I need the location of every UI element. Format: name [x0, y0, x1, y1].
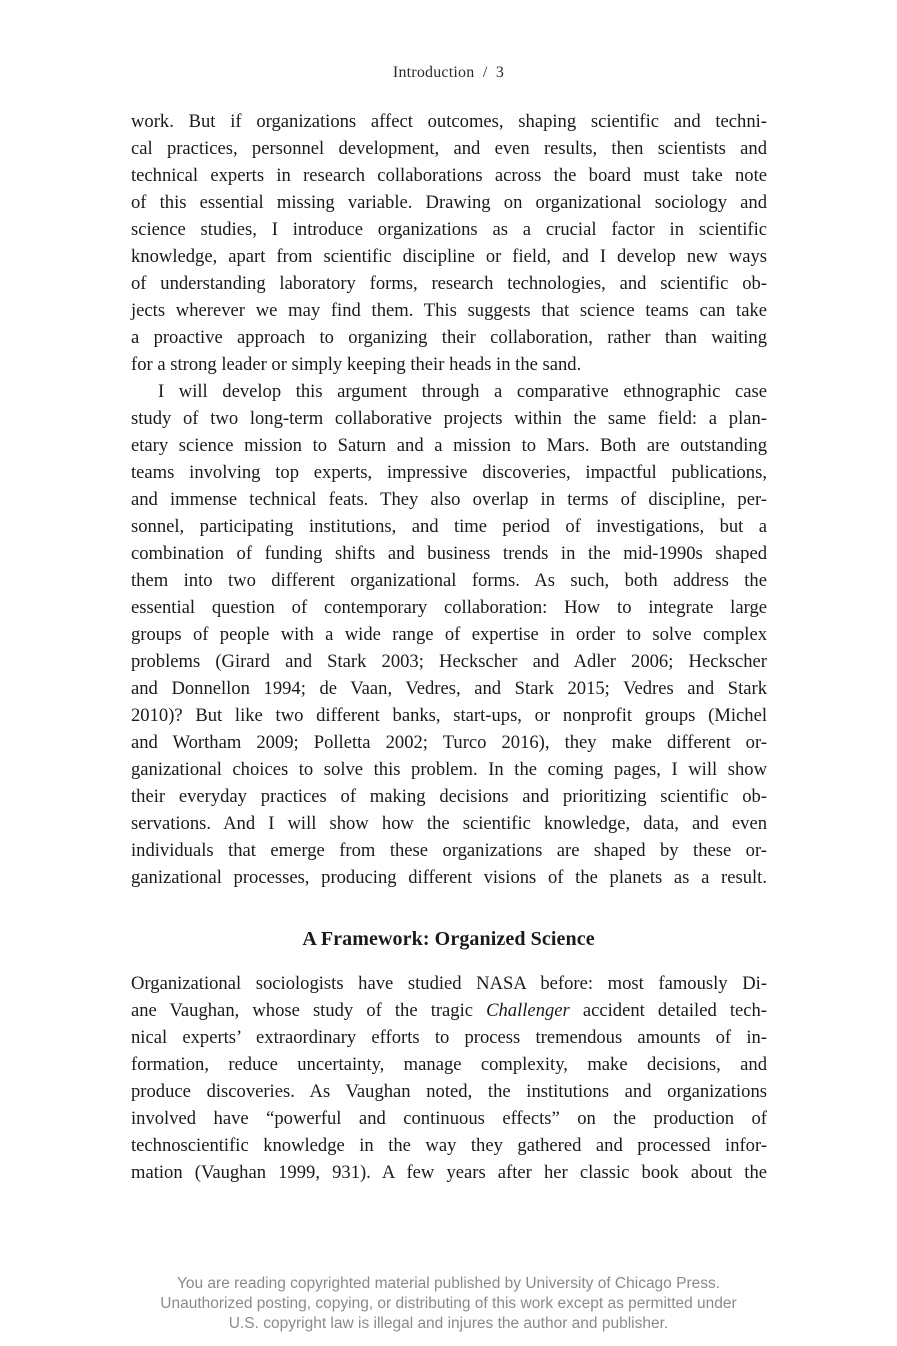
text-line: ganizational choices to solve this problem. In the coming pages, I will show [131, 759, 767, 780]
text-segment: accident detailed tech- [582, 1000, 767, 1021]
text-line: of understanding laboratory forms, research technologies, and scientific ob- [131, 273, 767, 294]
text-line: nical experts’ extraordinary efforts to process tremendous amounts of in- [131, 1027, 767, 1048]
paragraph-1 [131, 108, 767, 378]
text-line: Organizational sociologists have studied NASA before: most famously Di- [131, 973, 767, 994]
copyright-notice [0, 1274, 897, 1334]
text-line: servations. And I will show how the scientific knowledge, data, and even [131, 813, 767, 834]
text-line: cal practices, personnel development, and even results, then scientists and [131, 138, 767, 159]
text-line: essential question of contemporary collaboration: How to integrate large [131, 597, 767, 618]
text-line: individuals that emerge from these organizations are shaped by these or- [131, 840, 767, 861]
text-line: sonnel, participating institutions, and time period of investigations, but a [131, 516, 767, 537]
text-line: a proactive approach to organizing their collaboration, rather than waiting [131, 327, 767, 348]
section-heading: A Framework: Organized Science [302, 928, 595, 950]
text-line: ganizational processes, producing different visions of the planets as a result. [131, 867, 767, 888]
copyright-line: Unauthorized posting, copying, or distributing of this work except as permitted under [160, 1295, 737, 1312]
text-line: etary science mission to Saturn and a mission to Mars. Both are outstanding [131, 435, 767, 456]
text-line: I will develop this argument through a comparative ethnographic case [158, 381, 767, 402]
text-line: problems (Girard and Stark 2003; Heckscher and Adler 2006; Heckscher [131, 651, 767, 672]
text-line: for a strong leader or simply keeping their heads in the sand. [131, 354, 582, 375]
text-line: science studies, I introduce organizations as a crucial factor in scientific [131, 219, 767, 240]
text-segment: ane Vaughan, whose study of the tragic [131, 1000, 474, 1021]
text-line: and Wortham 2009; Polletta 2002; Turco 2016), they make different or- [131, 732, 767, 753]
copyright-line: U.S. copyright law is illegal and injures the author and publisher. [228, 1315, 669, 1332]
text-line: combination of funding shifts and business trends in the mid-1990s shaped [131, 543, 767, 564]
text-line: formation, reduce uncertainty, manage complexity, make decisions, and [131, 1054, 767, 1075]
text-line: them into two different organizational forms. As such, both address the [131, 570, 767, 591]
text-line: of this essential missing variable. Drawing on organizational sociology and [131, 192, 767, 213]
text-line: knowledge, apart from scientific discipline or field, and I develop new ways [131, 246, 767, 267]
text-line: mation (Vaughan 1999, 931). A few years after her classic book about the [131, 1162, 767, 1183]
text-line: groups of people with a wide range of expertise in order to solve complex [131, 624, 767, 645]
italic-title: Challenger [486, 1000, 570, 1021]
copyright-line: You are reading copyrighted material published by University of Chicago Press. [176, 1275, 721, 1292]
text-line: 2010)? But like two different banks, start-ups, or nonprofit groups (Michel [131, 705, 767, 726]
text-line: their everyday practices of making decisions and prioritizing scientific ob- [131, 786, 767, 807]
text-line: involved have “powerful and continuous effects” on the production of [131, 1108, 767, 1129]
paragraph-3 [131, 970, 767, 1186]
text-line: technoscientific knowledge in the way they gathered and processed infor- [131, 1135, 767, 1156]
text-line: study of two long-term collaborative projects within the same field: a plan- [131, 408, 767, 429]
running-head [0, 64, 897, 82]
running-head-text: Introduction / 3 [392, 64, 505, 81]
paragraph-2 [131, 378, 767, 891]
text-line: and immense technical feats. They also overlap in terms of discipline, per- [131, 489, 767, 510]
text-line: technical experts in research collaborations across the board must take note [131, 165, 767, 186]
text-line: produce discoveries. As Vaughan noted, the institutions and organizations [131, 1081, 767, 1102]
text-line: jects wherever we may find them. This suggests that science teams can take [131, 300, 767, 321]
text-line: work. But if organizations affect outcomes, shaping scientific and techni- [131, 111, 767, 132]
text-line: and Donnellon 1994; de Vaan, Vedres, and Stark 2015; Vedres and Stark [131, 678, 767, 699]
text-line-with-italic [131, 997, 767, 1024]
text-line: teams involving top experts, impressive discoveries, impactful publications, [131, 462, 767, 483]
